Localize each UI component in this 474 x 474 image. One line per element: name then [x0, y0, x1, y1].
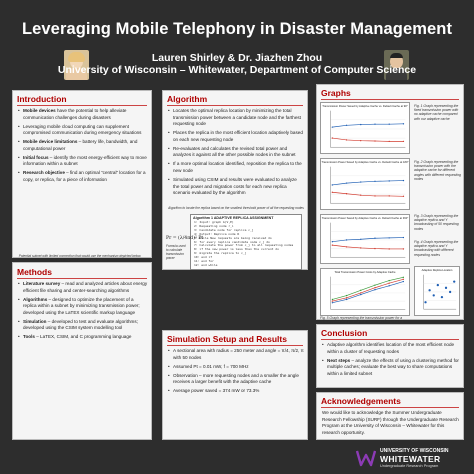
list-item: • A sectional area with radius = 250 meter and angle = π/4, π/2, π with 50 nodes	[168, 348, 304, 361]
chart-point	[403, 281, 404, 282]
chart-2	[320, 158, 410, 210]
chart-point	[389, 195, 390, 196]
acknowledgements-title: Acknowledgements	[321, 396, 401, 406]
poster-title: Leveraging Mobile Telephony in Disaster Management	[21, 20, 453, 38]
chart-series-line	[332, 279, 403, 301]
chart-point	[449, 291, 451, 293]
chart-title: Adaptive Replica Location	[421, 269, 453, 273]
chart-point	[332, 302, 333, 303]
title-divider	[321, 99, 459, 100]
chart-point	[332, 137, 333, 138]
footer-university: UNIVERSITY OF WISCONSIN	[380, 448, 449, 454]
algorithm-box-title: Algorithm 1 ADAPTIVE REPLICA ASSIGNMENT	[193, 216, 274, 220]
chart-point	[332, 184, 333, 185]
chart-series-line	[332, 192, 403, 196]
chart-point	[374, 287, 375, 288]
chart-point	[374, 124, 375, 125]
algorithm-line: 7: Calculate the power from c_j to all requesting nodes	[194, 243, 294, 248]
chart-point	[346, 295, 347, 296]
chart-point	[360, 292, 361, 293]
methods-list	[18, 281, 148, 343]
chart-point	[374, 195, 375, 196]
chart-point	[360, 247, 361, 248]
power-formula: Pr = (λ/4πd)² Pt	[166, 236, 204, 241]
list-item: • Simulation – developed to test and evaluate algorithms; developed using the CSIM system modelling tool	[18, 319, 148, 332]
chart-point	[360, 140, 361, 141]
chart-point	[346, 193, 347, 194]
list-item: • Literature survey – read and analyzed articles about energy efficient file sharing and center-searching algorithms	[18, 281, 148, 294]
chart-point	[374, 181, 375, 182]
chart-title: Transmission Power Saved by Adaptive Cache vs. Default Cache at 180°	[321, 161, 409, 165]
chart-point	[441, 296, 443, 298]
chart-title: Transmission Power Saved by Adaptive Cache vs. Default Cache at 90°	[322, 105, 408, 109]
introduction-title: Introduction	[17, 94, 67, 104]
algorithm-line: 5: while New requests are being received do	[194, 235, 272, 240]
figure-caption: Fig. 1 Graph representing the fixed transmission power with no adaptive cache compared with our adaptive cache	[414, 104, 459, 121]
algorithm-list	[168, 108, 304, 199]
simulation-title: Simulation Setup and Results	[167, 334, 287, 344]
algorithm-line: 2: Requesting node r_i	[194, 223, 234, 228]
list-item: • If a more optimal location identified, reposition the replica to the new node	[168, 161, 304, 174]
chart-point	[388, 283, 389, 284]
simulation-list	[168, 348, 304, 397]
chart-point	[437, 284, 439, 286]
chart-point	[374, 289, 375, 290]
introduction-panel	[12, 90, 152, 258]
list-item: • Re-evaluates and calculates the revised total power and analyzes it against all the other possible nodes in the subnet	[168, 146, 304, 159]
chart-point	[445, 287, 447, 289]
chart-point	[346, 182, 347, 183]
list-item: • Leveraging mobile cloud computing can supplement compromised communication during emergency situations	[18, 124, 148, 137]
list-item: • Mobile device limitations – battery life, bandwidth, and computational power	[18, 139, 148, 152]
chart-point	[453, 280, 455, 282]
list-item: • Algorithms – designed to optimize the placement of a replica within a subnet by minimizing transmission power; developed using the LaTEX scientific markup language	[18, 297, 148, 317]
chart-point	[332, 299, 333, 300]
chart-title: Total Transmission Power Costs by Adaptive Cache	[334, 271, 396, 275]
chart-point	[360, 294, 361, 295]
chart-title: Transmission Power Saved by Adaptive Cache vs. Default Cache at 360°	[321, 217, 409, 221]
chart-point	[389, 124, 390, 125]
list-item: • Initial focus – identify the most energy-efficient way to move information within a subnet	[18, 155, 148, 168]
chart-series-line	[332, 277, 403, 299]
figure-caption: Fig. 3 Graph representing the adaptive replica and Y broadcasting of 50 requesting nodes	[414, 214, 459, 231]
chart-series-line	[332, 238, 403, 242]
chart-point	[346, 239, 347, 240]
chart-point	[433, 294, 435, 296]
list-item: • Assumed Pt = 0.01 mW, f = 700 MHz	[168, 364, 304, 371]
algorithm-line: 11: end for	[194, 259, 214, 264]
list-item: • Adaptive algorithm identifies location of the most efficient node within a cluster of requesting nodes	[322, 342, 460, 355]
chart-point	[403, 180, 404, 181]
algorithm-box-caption: Algorithm to locate the replica based on the smallest threshold power of all the requesting nodes	[168, 206, 304, 210]
title-divider	[17, 105, 147, 106]
figure-caption: Fig. 2 Graph representing the transmission power with the adaptive cache for different angles with different requesting nodes	[414, 160, 461, 181]
list-item: • Locates the optimal replica location by minimizing the total transmission power between a candidate node and the farthest requesting node	[168, 108, 304, 128]
chart-3	[320, 214, 410, 264]
chart-series-line	[332, 245, 403, 249]
list-item: • Places the replica in the most efficient location adaptively based on each new requesting node	[168, 130, 304, 143]
chart-point	[388, 280, 389, 281]
chart-point	[360, 239, 361, 240]
introduction-list	[18, 108, 148, 186]
chart-point	[403, 248, 404, 249]
chart-series-line	[332, 124, 403, 127]
chart-point	[360, 195, 361, 196]
chart-series-line	[332, 181, 403, 185]
conclusion-panel	[316, 324, 464, 388]
chart-point	[403, 279, 404, 280]
chart-point	[346, 125, 347, 126]
algorithm-line: 12: end while	[194, 262, 218, 267]
list-item: • Average power saved = 374 mW or 73.3%	[168, 388, 304, 395]
algorithm-line: 9: migrate the replica to c_j	[194, 251, 247, 256]
algorithm-line: 6: for every replica candidate node c_j do	[194, 239, 270, 244]
chart-point	[374, 284, 375, 285]
title-divider	[167, 105, 303, 106]
chart-point	[403, 196, 404, 197]
list-item: • Next steps – analyze the effects of using a clustering method for multiple caches; evaluate the best way to share computations within a limited subnet	[322, 358, 460, 378]
title-divider	[321, 407, 459, 408]
footer-campus: WHITEWATER	[380, 454, 441, 464]
list-item: • Mobile devices have the potential to help alleviate communication challenges during disasters	[18, 108, 148, 121]
figure-caption: Fig. 4 Graph representing the adaptive replica and Y broadcasting with different requesting nodes	[414, 240, 459, 257]
algorithm-box-lines	[194, 221, 298, 268]
chart-series-line	[332, 138, 403, 141]
methods-title: Methods	[17, 267, 52, 277]
algorithm-line: 4: Output: Replica node R	[194, 231, 240, 236]
title-divider	[167, 345, 303, 346]
formula-caption: Formula used to calculate transmission power	[166, 244, 186, 260]
chart-1	[320, 102, 410, 154]
chart-point	[403, 277, 404, 278]
algorithm-line: 8: if the new power is less than the current do	[194, 247, 279, 252]
algorithm-line: 10: end if	[194, 255, 213, 260]
chart-point	[374, 248, 375, 249]
conclusion-list	[322, 342, 460, 380]
list-item: • Research objective – find an optimal “central” location for a copy, or replica, for a piece of information	[18, 170, 148, 183]
graphs-title: Graphs	[321, 88, 351, 98]
chart-point	[346, 246, 347, 247]
methods-panel	[12, 262, 152, 440]
chart-point	[389, 141, 390, 142]
chart-point	[332, 126, 333, 127]
chart-point	[428, 289, 430, 291]
chart-4	[320, 268, 410, 316]
algorithm-title: Algorithm	[167, 94, 208, 104]
chart-point	[332, 241, 333, 242]
figure-caption: Fig. 5 Graph representing the transmission power for a default cache and a cache that maximizes transmission	[320, 316, 404, 325]
poster-affiliation: University of Wisconsin – Whitewater, Department of Computer Science	[57, 64, 417, 76]
acknowledgements-panel	[316, 392, 464, 440]
footer-program: Undergraduate Research Program	[380, 464, 439, 468]
chart-point	[360, 181, 361, 182]
chart-point	[374, 238, 375, 239]
algorithm-box	[190, 214, 302, 270]
chart-point	[374, 140, 375, 141]
chart-5	[414, 266, 460, 316]
list-item: • Simulated using CSIM and results were evaluated to analyze the total power and migration costs for each new replica scenario evaluated by the algorithm	[168, 177, 304, 197]
chart-point	[388, 285, 389, 286]
chart-point	[389, 237, 390, 238]
chart-point	[403, 123, 404, 124]
chart-point	[389, 180, 390, 181]
list-item: • Observation – more requesting nodes and a smaller the angle receives a larger benefit with the adaptive cache	[168, 373, 304, 386]
chart-point	[389, 248, 390, 249]
chart-point	[403, 237, 404, 238]
chart-point	[346, 139, 347, 140]
chart-point	[403, 141, 404, 142]
acknowledgements-text: We would like to acknowledge the Summer Undergraduate Research Fellowship (SURF) through the Undergraduate Research Program at the University of Wisconsin – Whitewater for this research opportunity.	[322, 410, 459, 435]
chart-point	[332, 192, 333, 193]
conclusion-title: Conclusion	[321, 328, 368, 338]
chart-point	[332, 300, 333, 301]
chart-point	[360, 124, 361, 125]
poster-authors: Lauren Shirley & Dr. Jiazhen Zhou	[151, 52, 323, 64]
chart-point	[424, 301, 426, 303]
chart-point	[360, 290, 361, 291]
chart-point	[332, 244, 333, 245]
title-divider	[17, 278, 147, 279]
algorithm-line: 3: Candidate node for replica c_j	[194, 227, 254, 232]
list-item: • Tools – LaTEX, CSIM, and C programming language	[18, 334, 148, 341]
algorithm-line: 1: Input: graph G(V,E)	[194, 220, 234, 224]
chart-point	[346, 297, 347, 298]
simulation-panel	[162, 330, 308, 440]
chart-point	[346, 299, 347, 300]
uw-whitewater-logo-icon	[356, 448, 376, 468]
introduction-figure-caption: Potential subnet with limited connection that would use the mechanism depicted below. S, M, F, and D of dynamic information	[18, 254, 142, 262]
title-divider	[321, 339, 459, 340]
